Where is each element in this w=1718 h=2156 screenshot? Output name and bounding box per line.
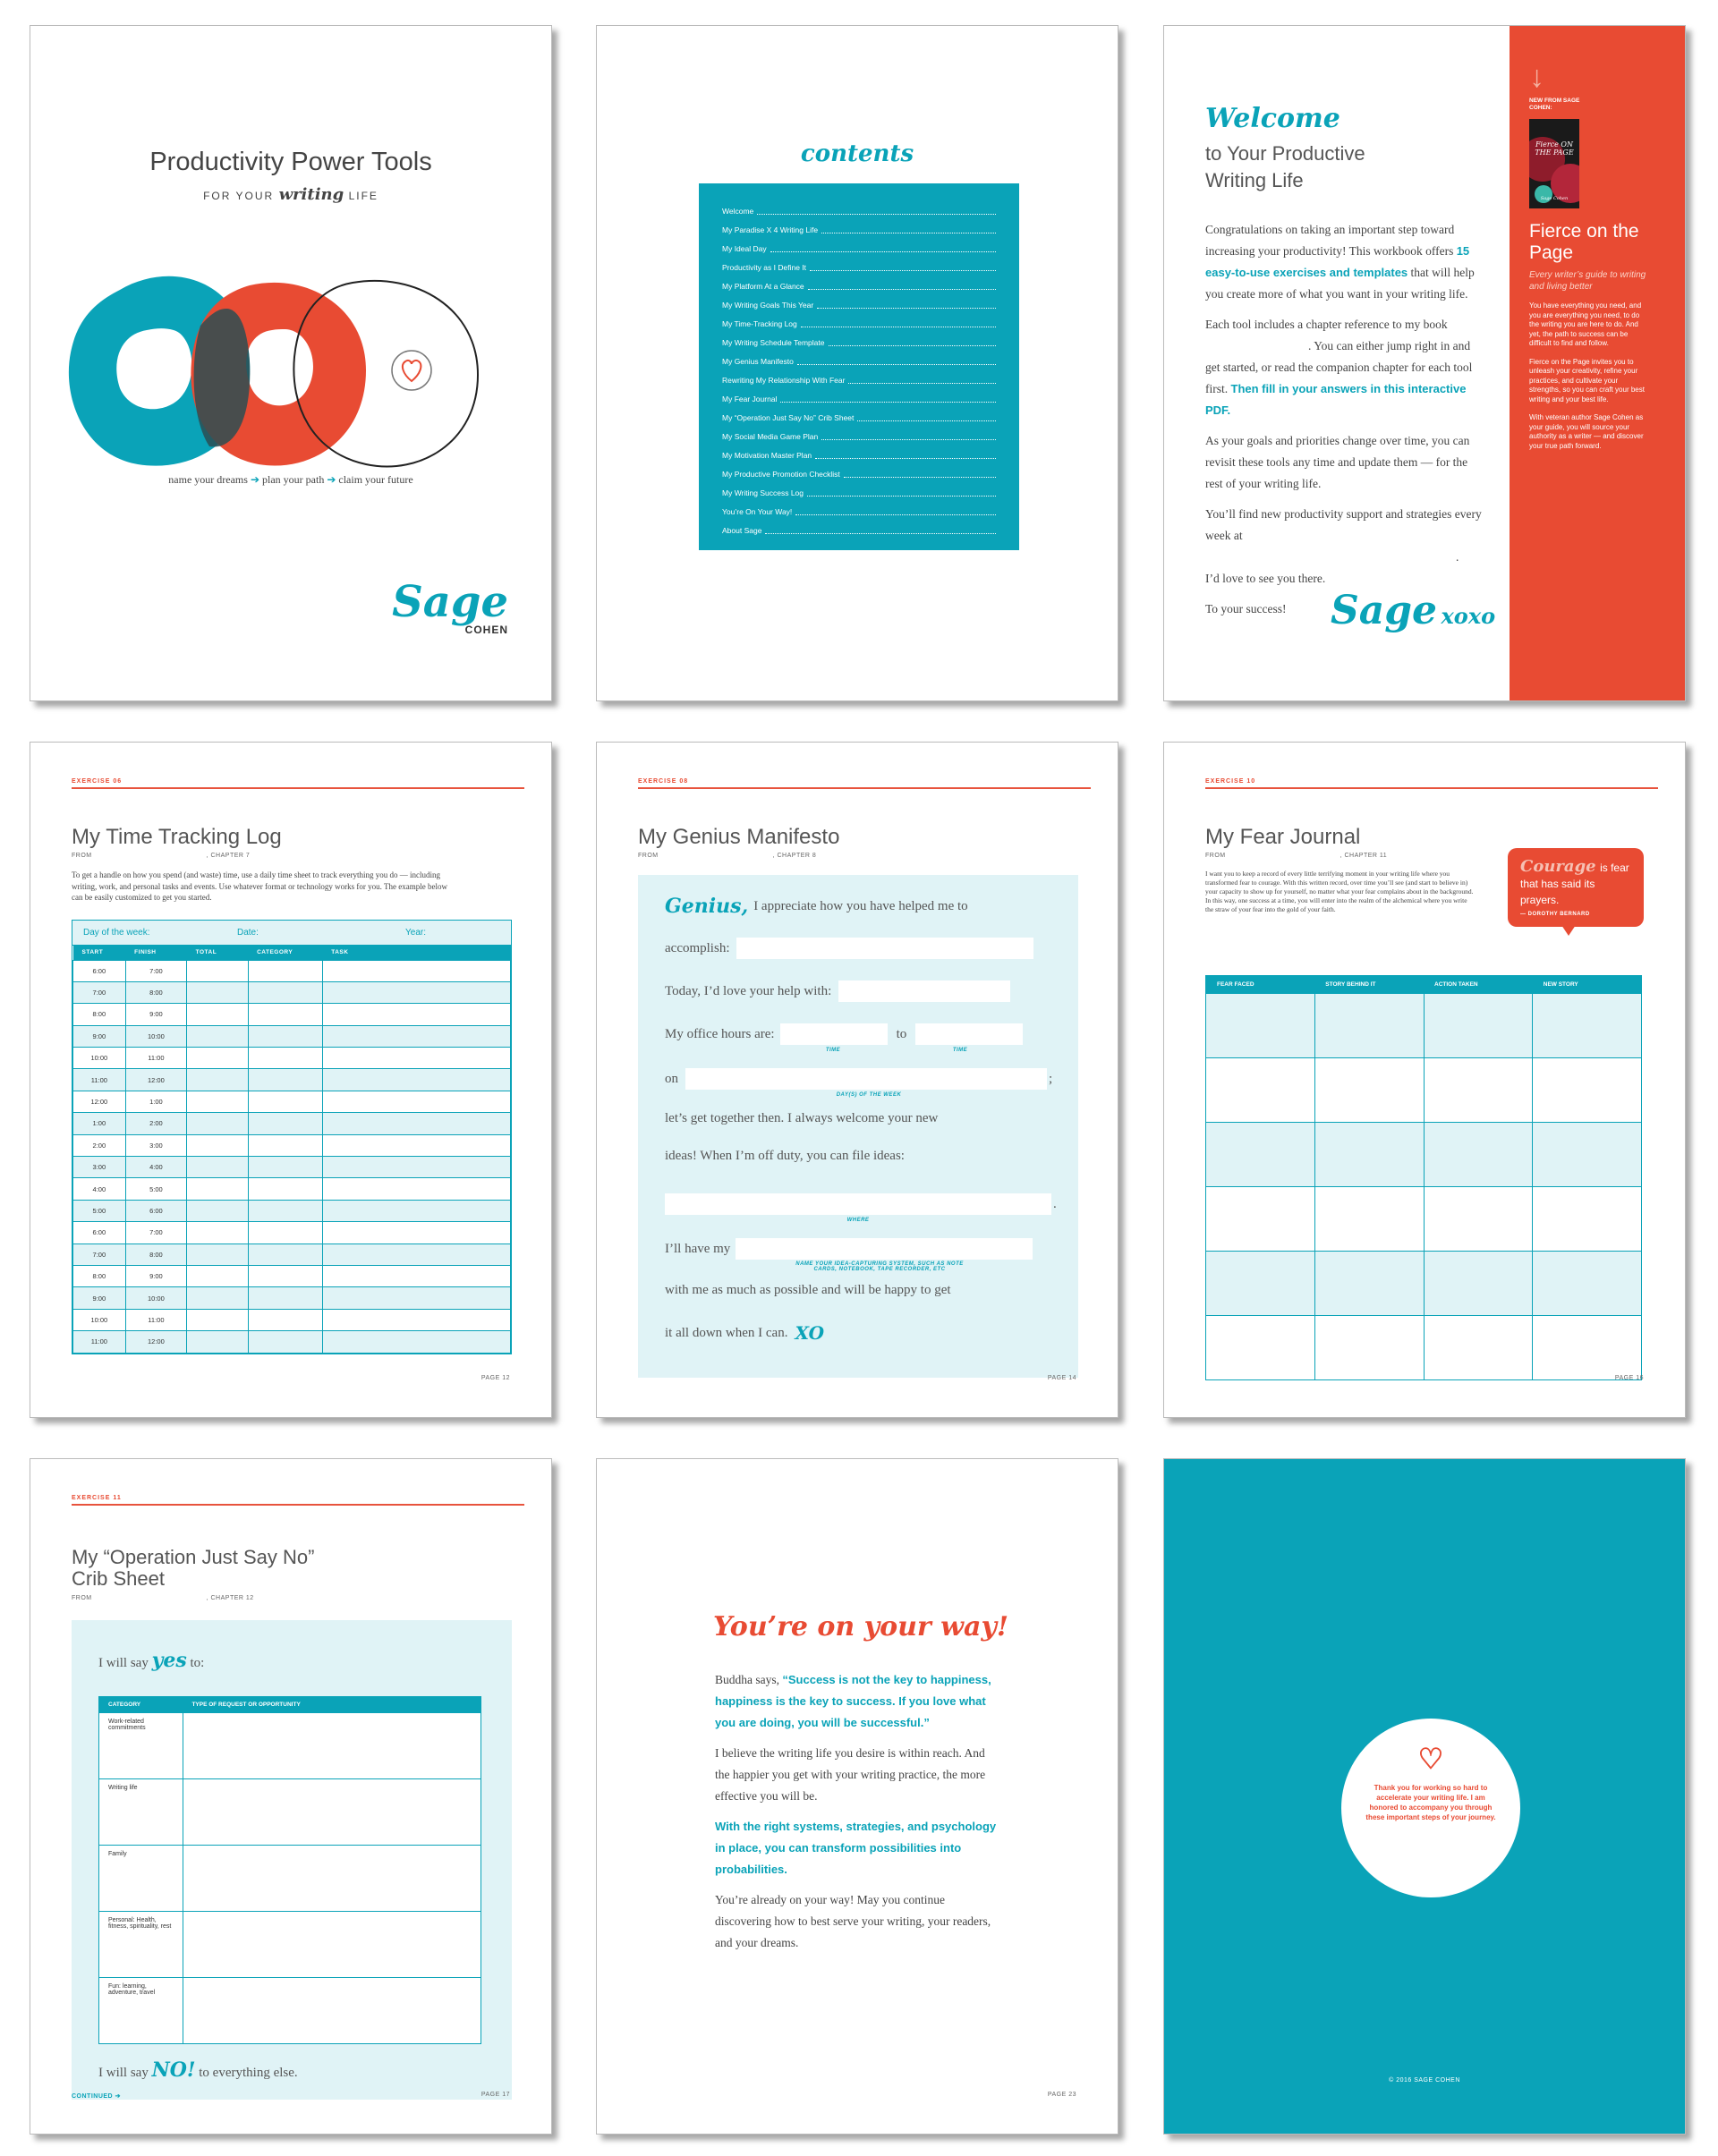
welcome-script: Welcome	[1205, 103, 1340, 134]
table-row	[1206, 1123, 1642, 1187]
copyright: © 2016 SAGE COHEN	[1389, 2077, 1460, 2084]
entry-cell[interactable]	[187, 1222, 248, 1244]
entry-cell[interactable]	[1206, 1252, 1315, 1316]
entry-cell[interactable]	[248, 1331, 322, 1353]
column-header: START	[73, 946, 126, 960]
entry-cell[interactable]	[248, 1287, 322, 1309]
entry-cell[interactable]	[248, 1069, 322, 1091]
exercise-label: EXERCISE 11	[72, 1495, 524, 1506]
entry-cell[interactable]	[1314, 1252, 1424, 1316]
table-row: 9:00 10:00	[73, 1287, 511, 1309]
table-row: 12:00 1:00	[73, 1091, 511, 1112]
entry-cell[interactable]	[248, 1048, 322, 1069]
time-log-page	[30, 742, 552, 1418]
toc-item[interactable]: My Platform At a Glance	[722, 276, 996, 295]
entry-cell[interactable]	[1533, 1123, 1642, 1187]
table-row: 5:00 6:00	[73, 1200, 511, 1221]
toc-item[interactable]: Rewriting My Relationship With Fear	[722, 370, 996, 389]
entry-cell[interactable]	[322, 1069, 510, 1091]
entry-cell[interactable]	[322, 1331, 510, 1353]
exercise-label: EXERCISE 08	[638, 778, 1091, 789]
on-your-way-page	[596, 1458, 1118, 2135]
entry-cell[interactable]	[322, 1091, 510, 1112]
table-row: Writing life	[99, 1779, 481, 1846]
welcome-heading-1: to Your Productive	[1205, 142, 1365, 165]
toc-item[interactable]: My Time-Tracking Log	[722, 314, 996, 333]
entry-cell[interactable]	[322, 1004, 510, 1025]
entry-cell[interactable]	[1424, 1187, 1533, 1252]
entry-cell[interactable]	[187, 1178, 248, 1200]
thank-you-circle: ♡ Thank you for working so hard to accelerate your writing life. I am honored to accompany you through these important steps of your journey.	[1341, 1719, 1520, 1897]
entry-cell[interactable]	[1314, 1316, 1424, 1380]
entry-cell[interactable]	[187, 1265, 248, 1286]
entry-cell[interactable]	[183, 1779, 481, 1846]
page-number: PAGE 23	[1047, 2092, 1076, 2098]
entry-cell[interactable]	[187, 1091, 248, 1112]
entry-cell[interactable]	[183, 1912, 481, 1978]
toc-item[interactable]: My Writing Success Log	[722, 483, 996, 502]
down-arrow-icon: ↓	[1529, 60, 1544, 94]
table-row: 7:00 8:00	[73, 981, 511, 1003]
table-row: Work-related commitments	[99, 1713, 481, 1779]
toc-item[interactable]: About Sage	[722, 521, 996, 539]
crib-box: I will say yes to: CATEGORY TYPE OF REQUEST OR OPPORTUNITY Work-related commitments Writing life Family Personal: Health, fitness, spirituality, rest Fun: learning, adventure, travel I will say NO! to everything else.	[72, 1620, 512, 2100]
entry-cell[interactable]	[1314, 994, 1424, 1058]
entry-cell[interactable]	[1206, 1058, 1315, 1123]
table-row: 8:00 9:00	[73, 1265, 511, 1286]
entry-cell[interactable]	[1206, 1187, 1315, 1252]
entry-cell[interactable]	[1424, 1123, 1533, 1187]
from-line: FROM , CHAPTER 11	[1205, 853, 1388, 859]
toc-item[interactable]: You’re On Your Way!	[722, 502, 996, 521]
table-row: 2:00 3:00	[73, 1134, 511, 1156]
entry-cell[interactable]	[183, 1978, 481, 2044]
page-title: My Fear Journal	[1205, 825, 1361, 849]
intro-text: To get a handle on how you spend (and waste) time, use a daily time sheet to track everything you do — including writing, work, and personal tasks and events. Use whatever format or technology works for you. The example below can be easily customized to get you started.	[72, 870, 447, 902]
from-line: FROM , CHAPTER 12	[72, 1595, 254, 1601]
column-header: NEW STORY	[1533, 976, 1642, 994]
table-row	[1206, 994, 1642, 1058]
entry-cell[interactable]	[1424, 1316, 1533, 1380]
column-header: CATEGORY	[248, 946, 322, 960]
manifesto-box: Genius, I appreciate how you have helped me to accomplish: Today, I’d love your help with: My office hours are: to TIME TIME on ; DAY(S) OF THE WEEK let’s get together then. I always welcome your new ideas! When I’m off duty, you can file ideas: . WHERE I’ll have my NAME YOUR IDEA-CAPTURING SYSTEM, SUCH AS NOTE CARDS, NOTEBOOK, TAPE RECORDER, ETC with me as much as possible and will be happy to get it all down when I can. XO	[638, 875, 1078, 1378]
column-header: STORY BEHIND IT	[1314, 976, 1424, 994]
intro-text: I want you to keep a record of every little terrifying moment in your writing life where you transformed fear to courage. With this written record, over time you’ll see (and start to believe in) your capacity to show up for yourself, no matter what your fear complains about in the background. In this way, one success at a time, you will enter into the realm of the alchemical where you write the straw of your fear into the gold of your faith.	[1205, 870, 1474, 913]
toc-item[interactable]: My Genius Manifesto	[722, 352, 996, 370]
back-cover-page	[1163, 1458, 1686, 2135]
table-row: Fun: learning, adventure, travel	[99, 1978, 481, 2044]
toc-item[interactable]: My Writing Schedule Template	[722, 333, 996, 352]
entry-cell[interactable]	[1206, 994, 1315, 1058]
toc-item[interactable]: Welcome	[722, 201, 996, 220]
entry-cell[interactable]	[248, 960, 322, 981]
table-row: 4:00 5:00	[73, 1178, 511, 1200]
cover-circles-graphic	[66, 263, 514, 478]
date-field[interactable]: Date:	[237, 928, 259, 938]
entry-cell[interactable]	[1533, 1058, 1642, 1123]
entry-cell[interactable]	[248, 1157, 322, 1178]
column-header: CATEGORY	[99, 1697, 183, 1713]
entry-cell[interactable]	[187, 1200, 248, 1221]
entry-cell[interactable]	[322, 1113, 510, 1134]
toc-item[interactable]: My Paradise X 4 Writing Life	[722, 220, 996, 239]
entry-cell[interactable]	[187, 1157, 248, 1178]
toc-item[interactable]: My Social Media Game Plan	[722, 427, 996, 446]
entry-cell[interactable]	[322, 1178, 510, 1200]
toc-item[interactable]: My Productive Promotion Checklist	[722, 464, 996, 483]
entry-cell[interactable]	[1206, 1123, 1315, 1187]
column-header: TOTAL	[187, 946, 248, 960]
entry-cell[interactable]	[1424, 1058, 1533, 1123]
entry-cell[interactable]	[322, 1134, 510, 1156]
table-row	[1206, 1058, 1642, 1123]
from-line: FROM , CHAPTER 8	[638, 853, 817, 859]
table-row: 1:00 2:00	[73, 1113, 511, 1134]
welcome-page	[1163, 25, 1686, 701]
genius-page	[596, 742, 1118, 1418]
entry-cell[interactable]	[1533, 1252, 1642, 1316]
book-cover: Fierce ON THE PAGE Sage Cohen	[1529, 119, 1579, 208]
table-row: 6:00 7:00	[73, 960, 511, 981]
toc-item[interactable]: My Motivation Master Plan	[722, 446, 996, 464]
cover-page	[30, 25, 552, 701]
entry-cell[interactable]	[322, 1244, 510, 1265]
entry-cell[interactable]	[1314, 1058, 1424, 1123]
book-tagline: Every writer’s guide to writing and living better	[1529, 270, 1646, 292]
contents-title: contents	[800, 140, 914, 167]
entry-cell[interactable]	[322, 1309, 510, 1330]
entry-cell[interactable]	[187, 981, 248, 1003]
table-row: 8:00 9:00	[73, 1004, 511, 1025]
entry-cell[interactable]	[183, 1713, 481, 1779]
entry-cell[interactable]	[187, 1048, 248, 1069]
entry-cell[interactable]	[248, 1025, 322, 1047]
way-script-title: You’re on your way!	[713, 1611, 1009, 1642]
from-line: FROM , CHAPTER 7	[72, 853, 251, 859]
office-hours-end-input[interactable]	[915, 1023, 1023, 1045]
entry-cell[interactable]	[322, 1222, 510, 1244]
entry-cell[interactable]	[187, 1004, 248, 1025]
entry-cell[interactable]	[1533, 994, 1642, 1058]
exercise-label: EXERCISE 06	[72, 778, 524, 789]
entry-cell[interactable]	[248, 1222, 322, 1244]
fear-table	[1205, 975, 1642, 1380]
entry-cell[interactable]	[1533, 1316, 1642, 1380]
idea-system-input[interactable]	[736, 1238, 1033, 1260]
entry-cell[interactable]	[1424, 1252, 1533, 1316]
entry-cell[interactable]	[322, 960, 510, 981]
entry-cell[interactable]	[322, 1200, 510, 1221]
entry-cell[interactable]	[187, 1287, 248, 1309]
table-row	[1206, 1316, 1642, 1380]
way-body: Buddha says, “Success is not the key to happiness, happiness is the key to success. If you love what you are doing, you will be successful.” I believe the writing life you desire is within reach. And the happier you get with your writing practice, the more effective you will be. With the right systems, strategies, and psychology in place, you can transform possibilities into probabilities. You’re already on your way! May you continue discovering how to best serve your writing, your readers, and your dreams.	[715, 1673, 997, 1949]
page-number: PAGE 17	[481, 2092, 510, 2098]
heart-icon	[403, 361, 421, 381]
crib-table	[98, 1696, 481, 2044]
continued-link[interactable]: CONTINUED ➔	[72, 2093, 121, 2100]
fear-journal-page	[1163, 742, 1686, 1418]
page-number: PAGE 16	[1614, 1375, 1644, 1381]
entry-cell[interactable]	[187, 1113, 248, 1134]
page-title: My Genius Manifesto	[638, 825, 840, 849]
table-row: 3:00 4:00	[73, 1157, 511, 1178]
table-row: Personal: Health, fitness, spirituality, rest	[99, 1912, 481, 1978]
toc-item[interactable]: My Fear Journal	[722, 389, 996, 408]
contents-box	[699, 183, 1019, 550]
cover-title: Productivity Power Tools	[149, 148, 432, 176]
page-title: My “Operation Just Say No” Crib Sheet	[72, 1546, 315, 1590]
page-number: PAGE 14	[1047, 1375, 1076, 1381]
entry-cell[interactable]	[248, 1265, 322, 1286]
entry-cell[interactable]	[187, 1025, 248, 1047]
entry-cell[interactable]	[248, 981, 322, 1003]
book-title: Fierce on the Page	[1529, 221, 1639, 263]
heart-icon: ♡	[1417, 1743, 1444, 1775]
page-title: My Time Tracking Log	[72, 825, 282, 849]
cover-tagline: name your dreams ➔ plan your path ➔ claim your future	[168, 473, 413, 486]
entry-cell[interactable]	[322, 1048, 510, 1069]
entry-cell[interactable]	[187, 1244, 248, 1265]
table-row: 10:00 11:00	[73, 1048, 511, 1069]
entry-cell[interactable]	[187, 1309, 248, 1330]
entry-cell[interactable]	[248, 1113, 322, 1134]
where-input[interactable]	[665, 1193, 1051, 1215]
contents-page	[596, 25, 1118, 701]
toc-item[interactable]: My Writing Goals This Year	[722, 295, 996, 314]
table-row	[1206, 1252, 1642, 1316]
column-header: FINISH	[125, 946, 186, 960]
entry-cell[interactable]	[248, 1134, 322, 1156]
table-row: 11:00 12:00	[73, 1069, 511, 1091]
arrow-right-icon: ➔	[115, 2093, 121, 2100]
table-row: 7:00 8:00	[73, 1244, 511, 1265]
crib-sheet-page	[30, 1458, 552, 2135]
book-sidebar: ↓ NEW FROM SAGE COHEN: Fierce ON THE PAGE Sage Cohen Fierce on the Page Every writer’s guide to writing and living better You have everything you need, and you are everything you need, to do the writing you are here to do. And yet, the path to success can be difficult to find and follow. Fierce on the Page invites you to unleash your creativity, refine your practices, and cultivate your strengths, so you can craft your best writing and your best life. With veteran author Sage Cohen as your guide, you will source your authority as a writer — and discover your true path forward.	[1510, 26, 1686, 701]
entry-cell[interactable]	[187, 960, 248, 981]
new-from-label: NEW FROM SAGE COHEN:	[1529, 98, 1580, 111]
table-row: 10:00 11:00	[73, 1309, 511, 1330]
toc-item[interactable]: My Ideal Day	[722, 239, 996, 258]
days-input[interactable]	[685, 1068, 1047, 1090]
column-header: TASK	[322, 946, 510, 960]
entry-cell[interactable]	[248, 1244, 322, 1265]
cover-signature: Sage COHEN	[392, 577, 508, 636]
welcome-body: Congratulations on taking an important step toward increasing your productivity! This workbook offers 15 easy-to-use exercises and templates that will help you create more of what you want in your writing life. Each tool includes a chapter reference to my book . You can either jump right in and get started, or read the companion chapter for each tool first. Then fill in your answers in this interactive PDF. As your goals and priorities change over time, you can revisit these tools any time and update them — for the rest of your writing life. You’ll find new productivity support and strategies every week at . I’d love to see you there. To your success!	[1205, 223, 1482, 615]
table-row: 6:00 7:00	[73, 1222, 511, 1244]
entry-cell[interactable]	[187, 1134, 248, 1156]
table-row: 9:00 10:00	[73, 1025, 511, 1047]
entry-cell[interactable]	[248, 1309, 322, 1330]
welcome-signature: Sage xoxo	[1331, 588, 1496, 633]
year-field[interactable]: Year:	[405, 928, 426, 938]
entry-cell[interactable]	[187, 1069, 248, 1091]
entry-cell[interactable]	[322, 1025, 510, 1047]
toc-item[interactable]: Productivity as I Define It	[722, 258, 996, 276]
table-row	[1206, 1187, 1642, 1252]
entry-cell[interactable]	[1314, 1187, 1424, 1252]
column-header: ACTION TAKEN	[1424, 976, 1533, 994]
entry-cell[interactable]	[248, 1200, 322, 1221]
column-header: TYPE OF REQUEST OR OPPORTUNITY	[183, 1697, 481, 1713]
entry-cell[interactable]	[1206, 1316, 1315, 1380]
time-log-table	[72, 920, 512, 1354]
entry-cell[interactable]	[1314, 1123, 1424, 1187]
day-of-week-field[interactable]: Day of the week:	[83, 928, 150, 938]
exercise-label: EXERCISE 10	[1205, 778, 1658, 789]
toc-item[interactable]: My “Operation Just Say No” Crib Sheet	[722, 408, 996, 427]
cover-subtitle: FOR YOUR writing LIFE	[203, 185, 378, 204]
entry-cell[interactable]	[248, 1004, 322, 1025]
entry-cell[interactable]	[1424, 994, 1533, 1058]
entry-cell[interactable]	[248, 1091, 322, 1112]
office-hours-start-input[interactable]	[780, 1023, 888, 1045]
quote-bubble: Courage is fear that has said its prayers. — DOROTHY BERNARD	[1508, 848, 1644, 927]
page-number: PAGE 12	[481, 1375, 510, 1381]
entry-cell[interactable]	[322, 981, 510, 1003]
entry-cell[interactable]	[322, 1157, 510, 1178]
column-header: FEAR FACED	[1206, 976, 1315, 994]
table-row: 11:00 12:00	[73, 1331, 511, 1353]
entry-cell[interactable]	[187, 1331, 248, 1353]
entry-cell[interactable]	[1533, 1187, 1642, 1252]
entry-cell[interactable]	[322, 1265, 510, 1286]
entry-cell[interactable]	[183, 1846, 481, 1912]
table-row: Family	[99, 1846, 481, 1912]
entry-cell[interactable]	[248, 1178, 322, 1200]
accomplish-input[interactable]	[736, 938, 1033, 959]
welcome-heading-2: Writing Life	[1205, 169, 1304, 191]
help-input[interactable]	[838, 980, 1010, 1002]
entry-cell[interactable]	[322, 1287, 510, 1309]
